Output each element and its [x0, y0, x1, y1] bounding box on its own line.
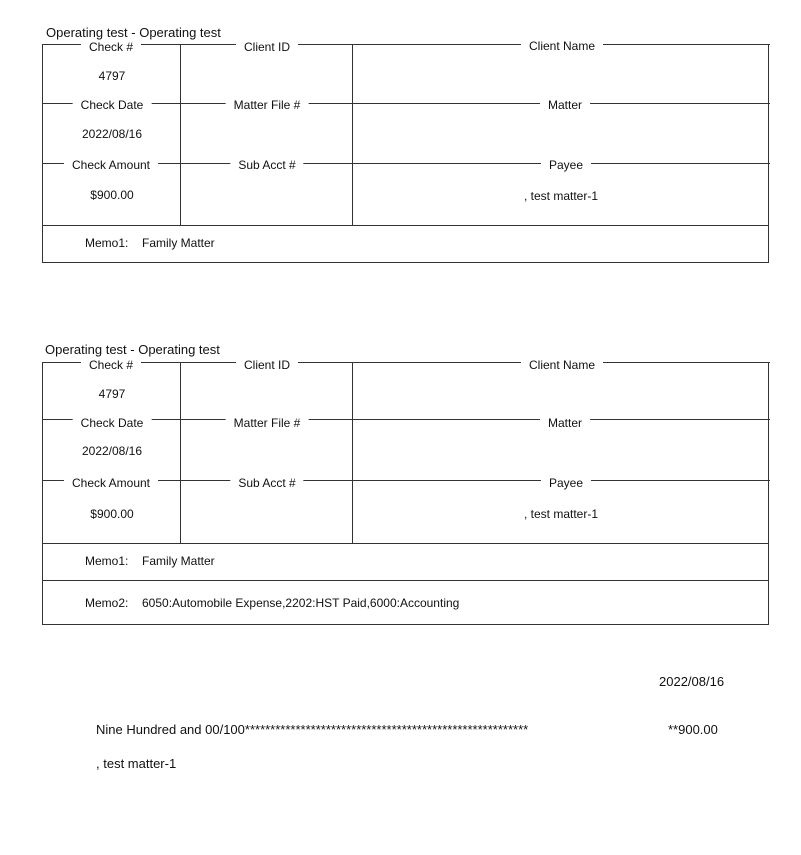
client-id-label: Client ID	[236, 40, 298, 54]
row-border	[43, 362, 770, 363]
check-number-value: 4797	[98, 69, 126, 83]
divider	[352, 362, 353, 543]
memo2-value: 6050:Automobile Expense,2202:HST Paid,6000:Accounting	[142, 596, 460, 610]
matter-file-label: Matter File #	[226, 98, 309, 112]
check-payee: , test matter-1	[96, 756, 177, 771]
stub-title: Operating test - Operating test	[45, 342, 220, 357]
row-border	[43, 44, 770, 45]
check-stub-1	[42, 39, 769, 263]
memo1-row	[43, 543, 768, 580]
memo1-label: Memo1:	[85, 554, 129, 568]
check-amount-label: Check Amount	[64, 476, 158, 490]
memo2-label: Memo2:	[85, 596, 129, 610]
check-number-label: Check #	[81, 358, 141, 372]
sub-acct-label: Sub Acct #	[230, 476, 303, 490]
memo1-value: Family Matter	[142, 236, 215, 250]
matter-label: Matter	[540, 416, 590, 430]
divider	[180, 362, 181, 543]
payee-value: , test matter-1	[523, 189, 599, 203]
check-number-label: Check #	[81, 40, 141, 54]
memo1-row	[43, 225, 768, 262]
stub-title: Operating test - Operating test	[46, 25, 221, 40]
divider	[180, 44, 181, 225]
memo1-value: Family Matter	[142, 554, 215, 568]
amount-in-words: Nine Hundred and 00/100********************************************************	[96, 722, 529, 737]
check-amount-value: $900.00	[90, 507, 134, 521]
payee-value: , test matter-1	[523, 507, 599, 521]
check-stub-2	[42, 358, 769, 625]
check-amount-label: Check Amount	[64, 158, 158, 172]
client-id-label: Client ID	[236, 358, 298, 372]
check-date: 2022/08/16	[659, 674, 725, 689]
check-amount-value: $900.00	[90, 188, 134, 202]
row-border	[43, 103, 770, 104]
client-name-label: Client Name	[521, 39, 603, 53]
client-name-label: Client Name	[521, 358, 603, 372]
check-date-label: Check Date	[73, 98, 152, 112]
payee-label: Payee	[541, 158, 591, 172]
stub-grid	[43, 39, 768, 225]
check-amount: **900.00	[668, 722, 718, 737]
row-border	[43, 419, 770, 420]
divider	[352, 44, 353, 225]
payee-label: Payee	[541, 476, 591, 490]
memo1-label: Memo1:	[85, 236, 129, 250]
check-date-label: Check Date	[73, 416, 152, 430]
matter-file-label: Matter File #	[226, 416, 309, 430]
stub-grid	[43, 358, 768, 543]
memo2-row	[43, 580, 768, 624]
check-number-value: 4797	[98, 387, 126, 401]
sub-acct-label: Sub Acct #	[230, 158, 303, 172]
check-date-value: 2022/08/16	[81, 127, 143, 141]
check-date-value: 2022/08/16	[81, 444, 143, 458]
matter-label: Matter	[540, 98, 590, 112]
